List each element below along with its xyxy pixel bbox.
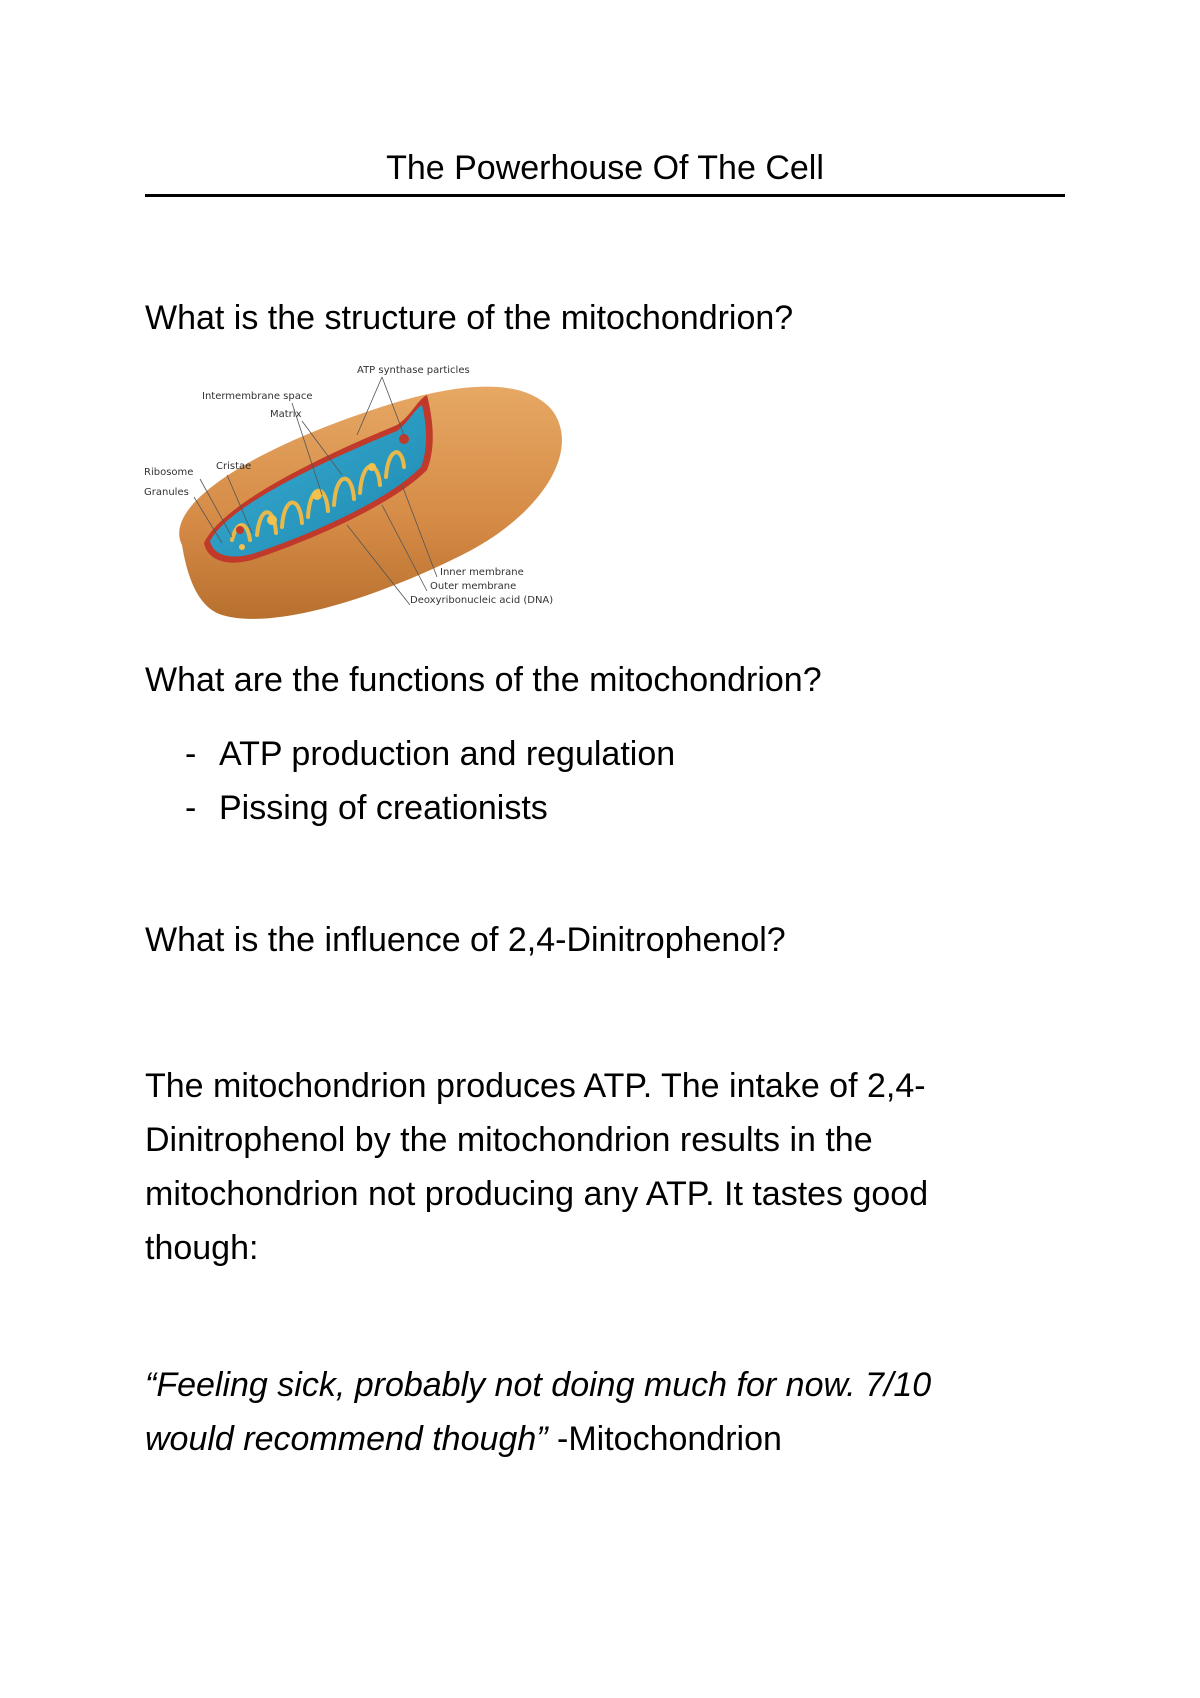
function-item-text: ATP production and regulation <box>219 735 676 773</box>
dnp-paragraph <box>145 1059 1065 1275</box>
paragraph-line: mitochondrion not producing any ATP. It tastes good <box>145 1175 929 1213</box>
mitochondrion-diagram-icon <box>142 355 582 635</box>
label-atp-synthase: ATP synthase particles <box>357 365 470 376</box>
list-item <box>185 781 675 835</box>
label-matrix: Matrix <box>270 409 302 420</box>
title-underline <box>145 194 1065 197</box>
quote-line-1: “Feeling sick, probably not doing much for now. 7/10 <box>145 1366 932 1404</box>
question-functions: What are the functions of the mitochondrion? <box>145 661 822 699</box>
paragraph-line: though: <box>145 1229 259 1267</box>
label-inner-membrane: Inner membrane <box>440 567 524 578</box>
mitochondrion-quote <box>145 1358 1085 1466</box>
function-item-text: Pissing of creationists <box>219 789 548 827</box>
list-item <box>185 727 675 781</box>
label-granules: Granules <box>144 487 189 498</box>
label-cristae: Cristae <box>216 461 252 472</box>
label-ribosome: Ribosome <box>144 467 194 478</box>
question-dnp: What is the influence of 2,4-Dinitrophenol? <box>145 921 786 959</box>
functions-list <box>185 727 675 835</box>
paragraph-line: The mitochondrion produces ATP. The intake of 2,4- <box>145 1067 926 1105</box>
quote-attribution: -Mitochondrion <box>547 1420 782 1458</box>
question-structure: What is the structure of the mitochondrion? <box>145 299 794 337</box>
quote-line-2: would recommend though” <box>145 1420 548 1458</box>
paragraph-line: Dinitrophenol by the mitochondrion results in the <box>145 1121 873 1159</box>
bullet-marker: - <box>185 789 197 827</box>
label-outer-membrane: Outer membrane <box>430 581 517 592</box>
page-title: The Powerhouse Of The Cell <box>386 149 824 187</box>
bullet-marker: - <box>185 735 197 773</box>
label-intermembrane: Intermembrane space <box>202 391 313 402</box>
label-dna: Deoxyribonucleic acid (DNA) <box>410 595 554 606</box>
